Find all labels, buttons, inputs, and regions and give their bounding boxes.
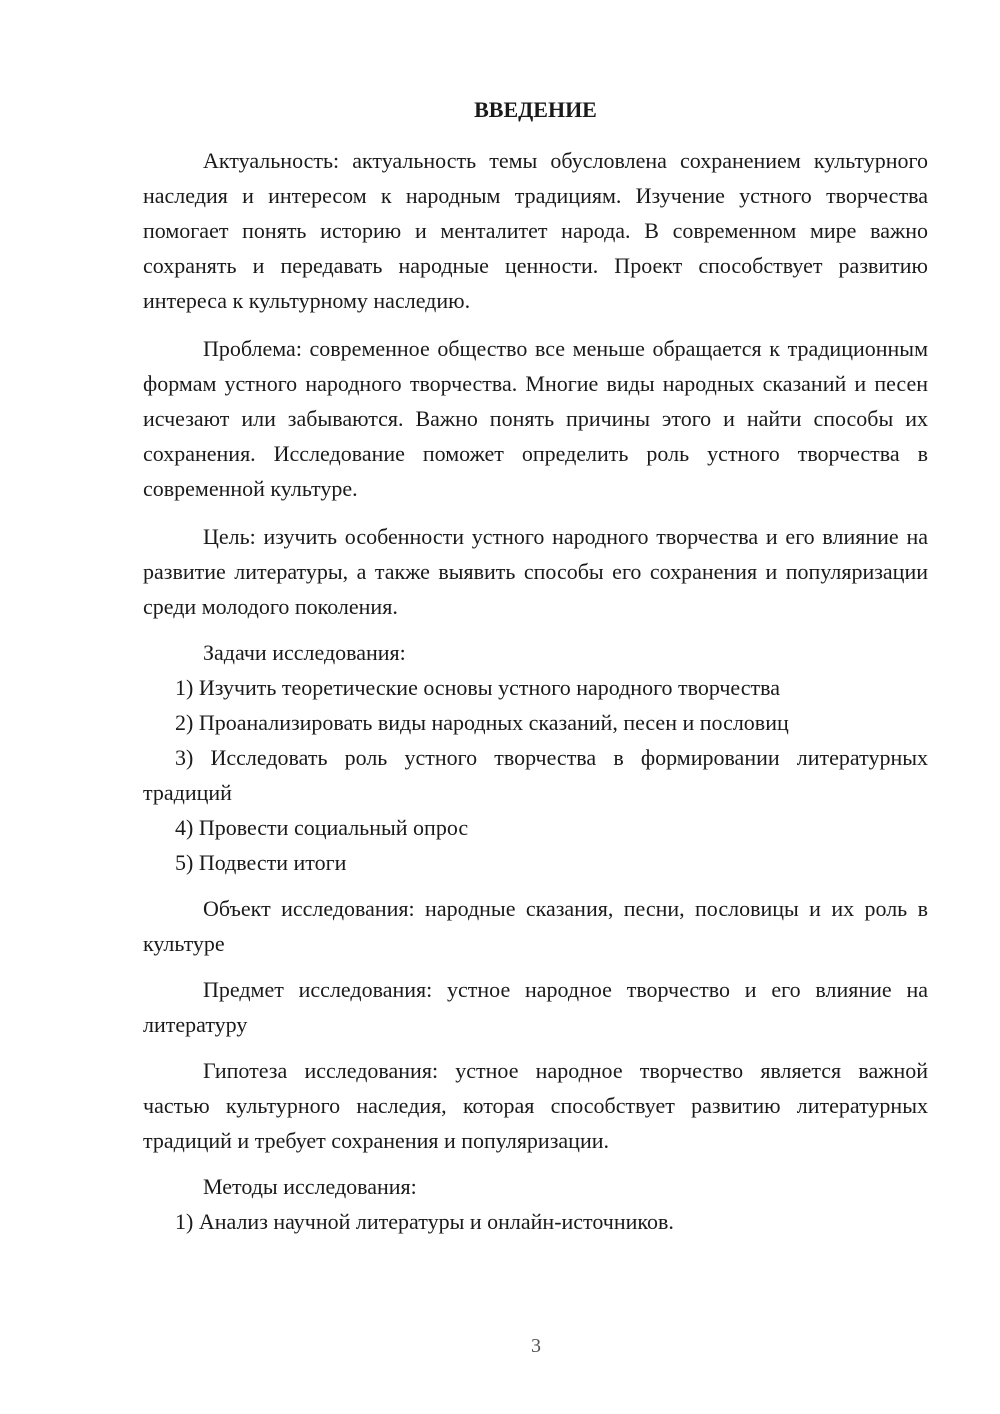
problem-paragraph: Проблема: современное общество все меньше обращается к традиционным формам устного народного творчества. Многие виды народных сказаний и песен исчезают или забываются. Важно понять причины этого и найти способы их сохранения. Исследование поможет определить роль устного творчества в современной культуре. — [143, 336, 928, 501]
task-item-1: 1) Изучить теоретические основы устного народного творчества — [175, 675, 780, 700]
methods-heading: Методы исследования: — [203, 1174, 417, 1199]
relevance-paragraph: Актуальность: актуальность темы обусловлена сохранением культурного наследия и интересом к народным традициям. Изучение устного творчества помогает понять историю и менталитет народа. В современном мире важно сохранять и передавать народные ценности. Проект способствует развитию интереса к культурному наследию. — [143, 148, 928, 313]
tasks-heading: Задачи исследования: — [203, 640, 406, 665]
task-item-4: 4) Провести социальный опрос — [175, 815, 469, 840]
subject-paragraph: Предмет исследования: устное народное творчество и его влияние на литературу — [143, 977, 928, 1037]
section-title: ВВЕДЕНИЕ — [474, 97, 597, 122]
object-paragraph: Объект исследования: народные сказания, песни, пословицы и их роль в культуре — [143, 896, 928, 956]
document-page — [143, 92, 928, 1239]
hypothesis-paragraph: Гипотеза исследования: устное народное творчество является важной частью культурного наследия, которая способствует развитию литературных традиций и требует сохранения и популяризации. — [143, 1058, 928, 1153]
task-item-5: 5) Подвести итоги — [175, 850, 347, 875]
task-item-2: 2) Проанализировать виды народных сказаний, песен и пословиц — [175, 710, 789, 735]
task-item-3: 3) Исследовать роль устного творчества в формировании литературных традиций — [143, 745, 928, 805]
goal-paragraph: Цель: изучить особенности устного народного творчества и его влияние на развитие литературы, а также выявить способы его сохранения и популяризации среди молодого поколения. — [143, 524, 928, 619]
page-number: 3 — [531, 1335, 541, 1357]
method-item-1: 1) Анализ научной литературы и онлайн-источников. — [175, 1209, 674, 1234]
